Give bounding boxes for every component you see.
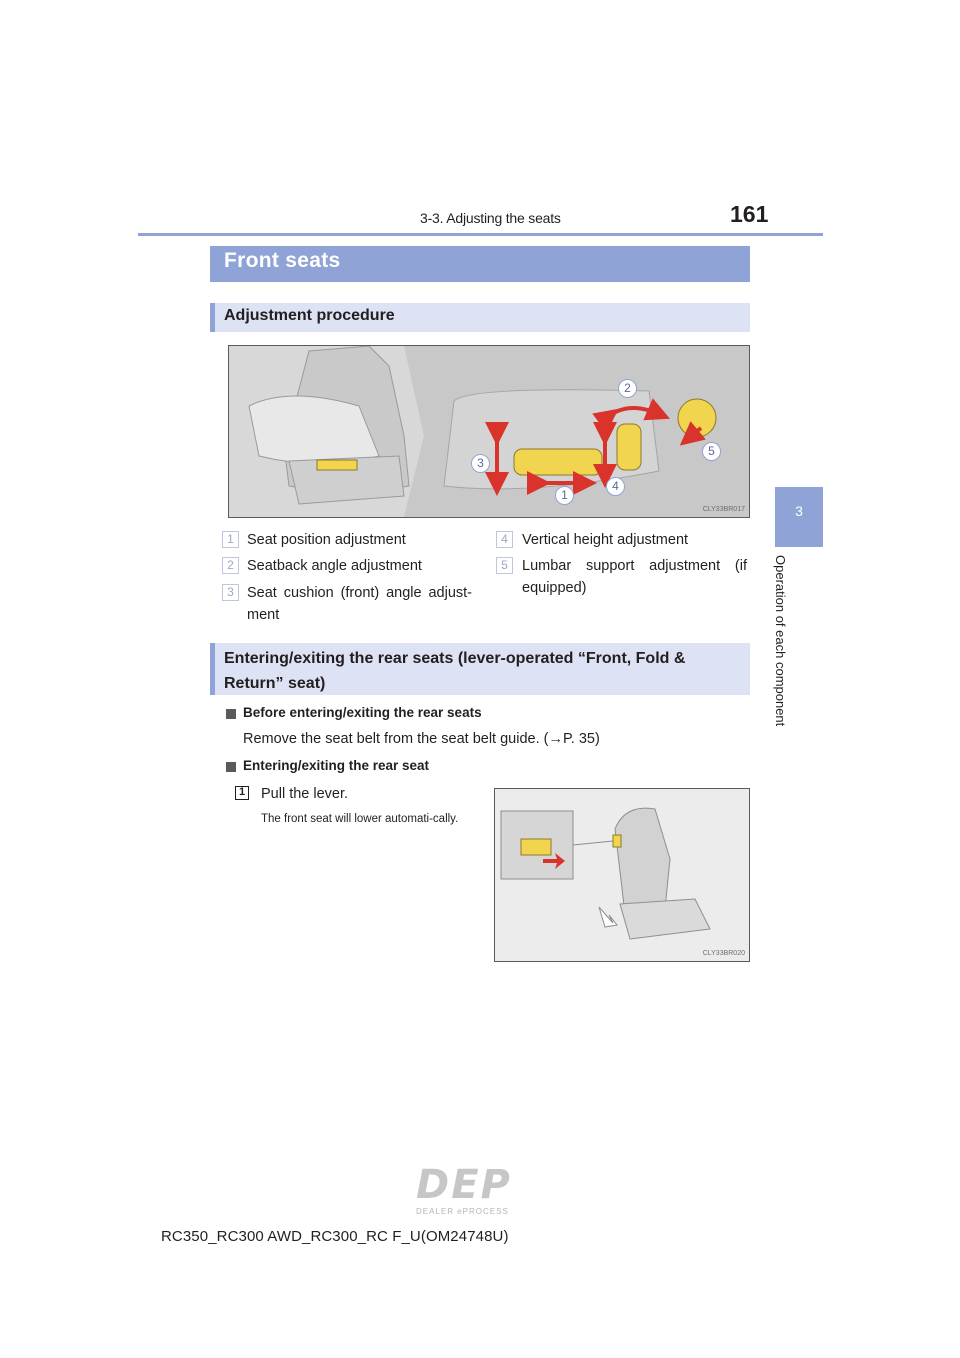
logo-letters: DEP <box>416 1162 512 1208</box>
lever-illustration <box>495 789 749 961</box>
step-text: Pull the lever. <box>261 786 349 802</box>
legend-number-4: 4 <box>496 531 513 548</box>
chapter-tab-number: 3 <box>795 503 803 519</box>
entering-heading: Entering/exiting the rear seat <box>243 758 430 773</box>
legend-text-4: Vertical height adjustment <box>522 532 689 548</box>
step-number: 1 <box>235 786 249 800</box>
legend-text-3: Seat cushion (front) angle adjust-ment <box>247 585 472 623</box>
dealer-eprocess-logo <box>416 1162 546 1217</box>
section-title-bar <box>210 246 750 282</box>
figure-code: CLY33BR017 <box>702 506 745 513</box>
legend-text-2: Seatback angle adjustment <box>247 558 422 574</box>
legend-number-5: 5 <box>496 557 513 574</box>
running-header-section: 3-3. Adjusting the seats <box>420 210 561 226</box>
callout-3: 3 <box>471 454 490 473</box>
seat-adjustment-illustration <box>229 346 749 517</box>
page-number: 161 <box>730 201 769 227</box>
subsection-title-adjustment: Adjustment procedure <box>224 307 395 324</box>
lever-figure <box>494 788 750 962</box>
subsection-title-bar-entering <box>210 643 750 695</box>
legend-number-2: 2 <box>222 557 239 574</box>
logo-tagline: DEALER ePROCESS <box>416 1207 509 1216</box>
header-rule <box>138 233 823 236</box>
subsection-title-bar-adjustment <box>210 303 750 332</box>
figure-code: CLY33BR020 <box>702 950 745 957</box>
step-note: The front seat will lower automati-cally. <box>261 813 459 825</box>
callout-1: 1 <box>555 486 574 505</box>
legend-number-1: 1 <box>222 531 239 548</box>
seat-adjustment-figure <box>228 345 750 518</box>
before-text: Remove the seat belt from the seat belt guide. (→P. 35) <box>243 731 600 747</box>
chapter-tab-label-wrap <box>771 555 797 755</box>
callout-4: 4 <box>606 477 625 496</box>
legend-number-3: 3 <box>222 584 239 601</box>
callout-5: 5 <box>702 442 721 461</box>
square-bullet <box>226 709 236 719</box>
footer-model-code: RC350_RC300 AWD_RC300_RC F_U(OM24748U) <box>161 1228 509 1245</box>
chapter-tab-label: Operation of each component <box>773 555 788 727</box>
legend-text-5: Lumbar support adjustment (if equipped) <box>522 558 747 596</box>
section-title: Front seats <box>224 249 341 272</box>
before-heading: Before entering/exiting the rear seats <box>243 705 482 720</box>
square-bullet <box>226 762 236 772</box>
legend-text-1: Seat position adjustment <box>247 532 406 548</box>
callout-2: 2 <box>618 379 637 398</box>
subsection-title-entering: Entering/exiting the rear seats (lever-operated “Front, Fold & Return” seat) <box>224 650 686 692</box>
